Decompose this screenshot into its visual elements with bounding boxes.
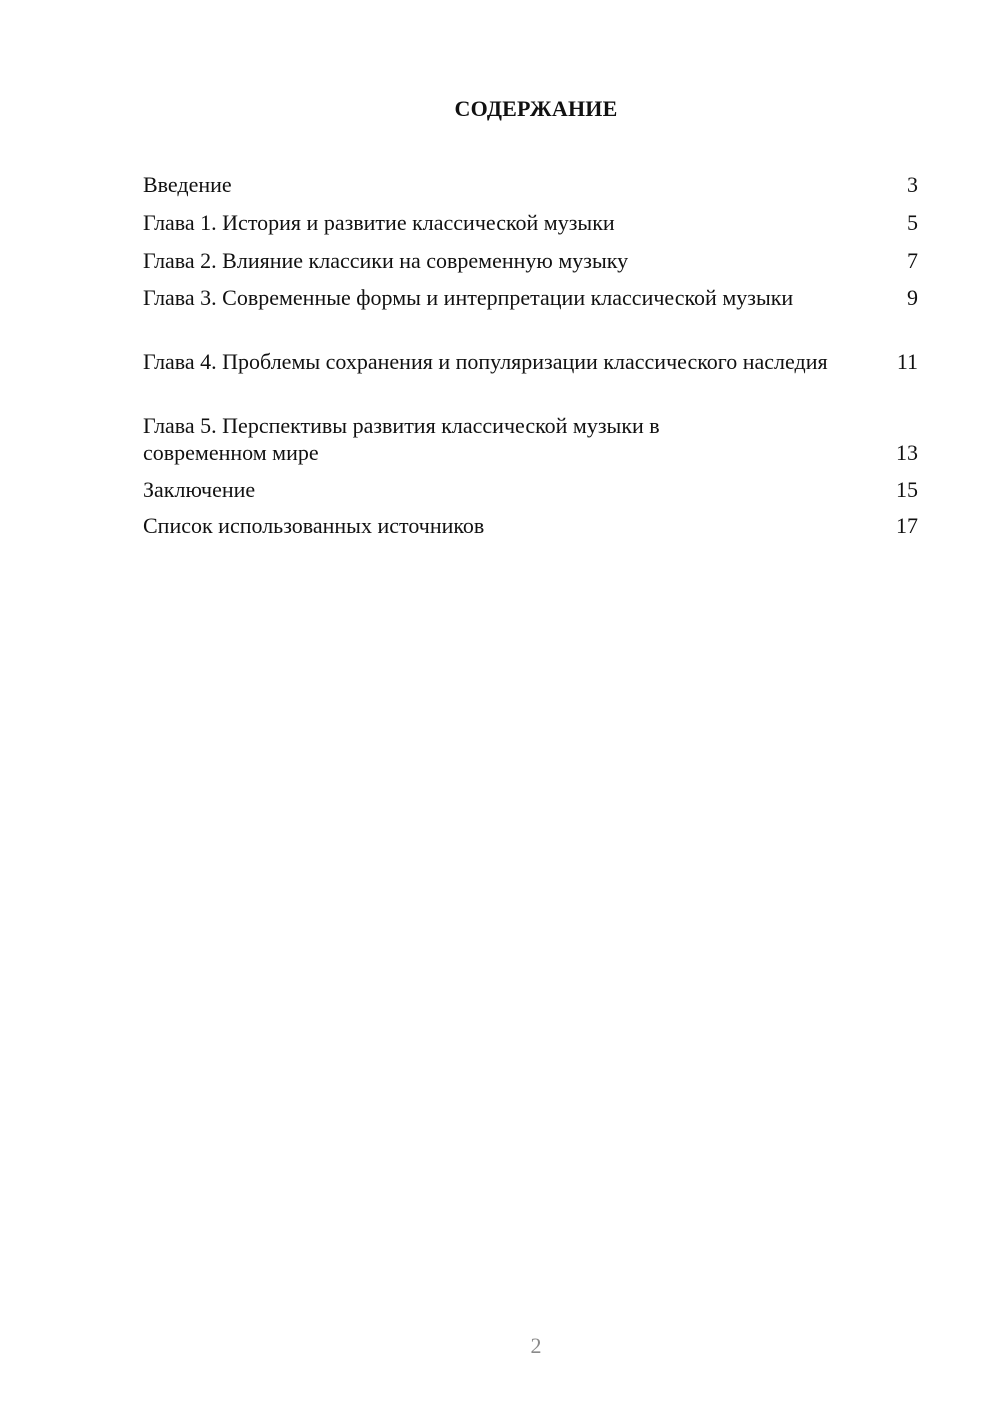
toc-label: Глава 1. История и развитие классической музыки xyxy=(143,210,615,235)
page-title: СОДЕРЖАНИЕ xyxy=(454,96,618,121)
toc-label: Введение xyxy=(143,172,232,197)
toc-label: Глава 5. Перспективы развития классической музыки в современном мире xyxy=(143,413,660,465)
toc-entry-chapter-3[interactable] xyxy=(143,284,918,311)
page-number: 2 xyxy=(530,1333,542,1358)
toc-entry-chapter-5[interactable] xyxy=(143,412,918,466)
toc-label: Глава 3. Современные формы и интерпретации классической музыки xyxy=(143,285,794,310)
toc-page-number: 13 xyxy=(896,440,918,465)
toc-label: Глава 2. Влияние классики на современную музыку xyxy=(143,248,629,273)
toc-page-number: 7 xyxy=(907,248,918,273)
toc-page-number: 17 xyxy=(896,513,918,538)
toc-label: Заключение xyxy=(143,477,256,502)
toc-page-number: 11 xyxy=(896,349,918,374)
toc-page-number: 3 xyxy=(907,172,918,197)
toc-entry-conclusion[interactable] xyxy=(143,476,918,503)
toc-page-number: 15 xyxy=(896,477,918,502)
toc-page-number: 5 xyxy=(907,210,918,235)
toc-entry-chapter-2[interactable] xyxy=(143,247,918,274)
toc-page-number: 9 xyxy=(907,285,918,310)
toc-entry-introduction[interactable] xyxy=(143,171,918,198)
toc-label: Список использованных источников xyxy=(143,513,485,538)
toc-label: Глава 4. Проблемы сохранения и популяризации классического наследия xyxy=(143,349,828,374)
toc-entry-chapter-4[interactable] xyxy=(143,348,918,375)
toc-entry-chapter-1[interactable] xyxy=(143,209,918,236)
toc-entry-references[interactable] xyxy=(143,512,918,539)
